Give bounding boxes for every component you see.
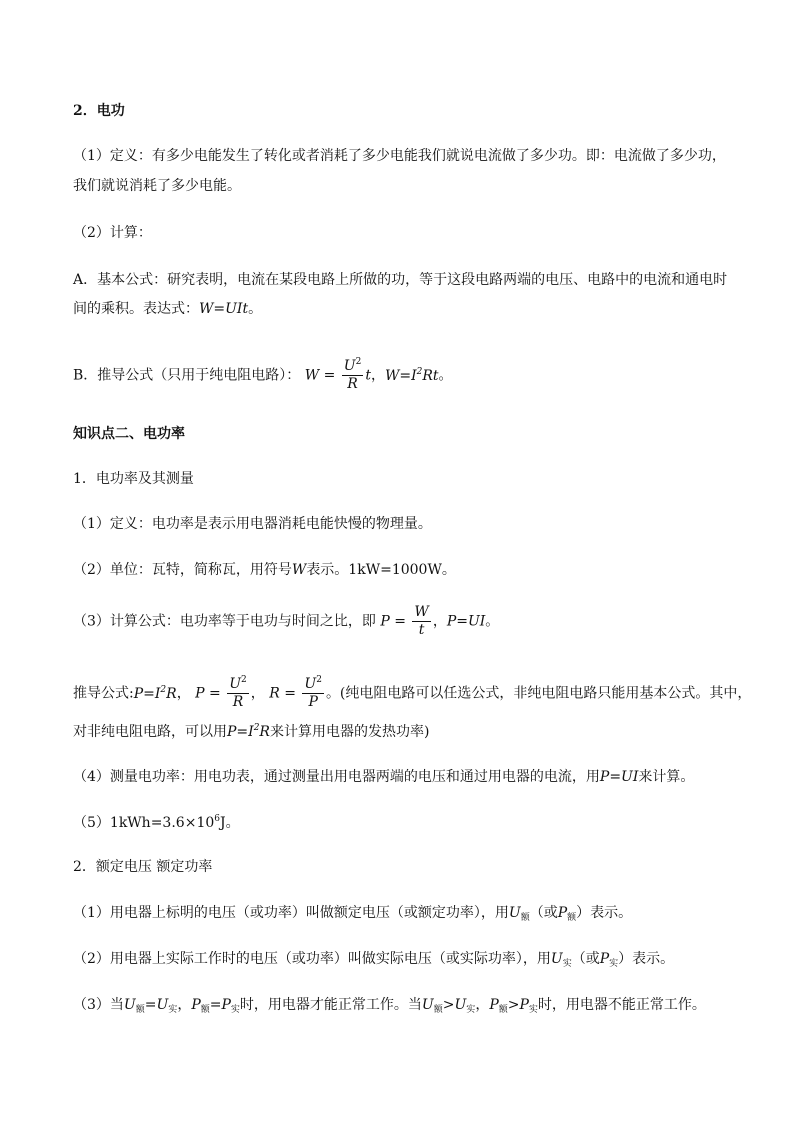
power-base: 10 <box>196 815 215 831</box>
formula-part: R <box>259 724 270 740</box>
basic-formula-line-2 <box>73 299 262 319</box>
separator: ， <box>475 997 490 1013</box>
punctuation: 。 <box>248 301 263 317</box>
punctuation: 。 <box>485 613 500 630</box>
symbol-p: P <box>191 997 201 1013</box>
subscript-rated: 额 <box>433 1005 443 1015</box>
separator: ， <box>250 685 265 702</box>
formula-lhs-p: P = <box>195 685 221 702</box>
formula-part: Rt <box>422 367 439 384</box>
derived-power-formula-line-2 <box>73 722 429 742</box>
power-unit <box>73 560 456 580</box>
separator: ， <box>370 367 385 384</box>
exponent: 2 <box>316 675 322 685</box>
formula-w-uit: W=UIt <box>199 301 249 317</box>
numerator-u: U <box>229 676 242 692</box>
subscript-actual: 实 <box>466 1005 476 1015</box>
formula-part: W=I <box>384 367 417 384</box>
derived-power-formula-line-1 <box>73 676 751 711</box>
symbol-p: P <box>519 997 529 1013</box>
equals-sign: = <box>144 997 157 1013</box>
exponent: 2 <box>253 723 260 733</box>
kwh-unit: J。 <box>220 815 240 831</box>
symbol-p: P <box>599 951 610 967</box>
denominator-t: t <box>418 622 425 638</box>
symbol-u: U <box>156 997 169 1013</box>
variable-t: t <box>365 367 371 384</box>
symbol-u: U <box>123 997 136 1013</box>
fraction-w-over-t <box>412 604 430 639</box>
numerator-u: U <box>304 676 317 692</box>
condition-text-mid: 时，用电器才能正常工作。当 <box>239 997 422 1013</box>
formula-part: R <box>166 685 177 702</box>
rated-text-end: ）表示。 <box>576 905 633 921</box>
derived-formula-label: B．推导公式（只用于纯电阻电路）： <box>73 367 301 384</box>
rated-text: （1）用电器上标明的电压（或功率）叫做额定电压（或额定功率），用 <box>73 905 509 921</box>
symbol-p: P <box>489 997 499 1013</box>
formula-part: P=I <box>227 724 254 740</box>
working-condition <box>73 995 706 1015</box>
formula-lhs-r: R = <box>269 685 296 702</box>
formula-part: P=I <box>133 685 161 702</box>
subscript-actual: 实 <box>230 1005 240 1015</box>
power-measurement <box>73 767 694 787</box>
subscript-actual: 实 <box>609 959 619 969</box>
fraction-u2-over-r <box>342 358 364 393</box>
greater-than-sign: > <box>442 997 455 1013</box>
condition-text-end: 时，用电器不能正常工作。 <box>537 997 706 1013</box>
kwh-text: （5）1kWh=3.6 <box>73 815 185 831</box>
power-definition: （1）定义：电功率是表示用电器消耗电能快慢的物理量。 <box>73 516 432 532</box>
actual-text: （2）用电器上实际工作时的电压（或功率）叫做实际电压（或实际功率），用 <box>73 951 551 967</box>
times-sign: × <box>184 815 197 831</box>
actual-definition <box>73 949 674 969</box>
derived-note-text: 对非纯电阻电路，可以用 <box>73 724 227 740</box>
fraction-u2-over-r <box>227 676 249 711</box>
definition-line-2: 我们就说消耗了多少电能。 <box>73 178 241 194</box>
derived-note-end: 来计算用电器的发热功率) <box>269 724 430 740</box>
definition-line-1: （1）定义：有多少电能发生了转化或者消耗了多少电能我们就说电流做了多少功。即：电流做了多少功， <box>73 148 726 164</box>
formula-p-ui: P=UI <box>599 769 639 785</box>
separator: ， <box>432 613 447 630</box>
subscript-rated: 额 <box>498 1005 508 1015</box>
formula-lhs-p: P = <box>380 613 406 630</box>
actual-text-end: ）表示。 <box>618 951 675 967</box>
separator: ， <box>176 685 191 702</box>
kwh-conversion <box>73 813 240 833</box>
symbol-u: U <box>421 997 434 1013</box>
subscript-actual: 实 <box>562 959 572 969</box>
exponent: 2 <box>160 684 167 695</box>
derived-formula-line <box>73 358 453 393</box>
subscript-actual: 实 <box>168 1005 178 1015</box>
basic-formula-line-1: A．基本公式：研究表明，电流在某段电路上所做的功，等于这段电路两端的电压、电路中的电流和通电时 <box>73 272 728 288</box>
power-formula-text: （3）计算公式：电功率等于电功与时间之比，即 <box>73 613 376 630</box>
denominator-r: R <box>232 694 244 710</box>
subscript-rated: 额 <box>520 913 530 923</box>
unit-text-end: 表示。1kW=1000W。 <box>306 562 456 578</box>
subscript-rated: 额 <box>200 1005 210 1015</box>
condition-text: （3）当 <box>73 997 124 1013</box>
rated-definition <box>73 903 632 923</box>
power-formula-line <box>73 604 499 639</box>
equals-sign: = <box>209 997 222 1013</box>
subscript-rated: 额 <box>567 913 577 923</box>
separator: ， <box>177 997 192 1013</box>
basic-formula-text: 间的乘积。表达式： <box>73 301 199 317</box>
exponent: 6 <box>214 814 220 824</box>
denominator-p: P <box>308 694 318 710</box>
exponent: 2 <box>355 357 362 367</box>
unit-text: （2）单位：瓦特，简称瓦，用符号 <box>73 562 292 578</box>
section-heading-knowledge-point-2: 知识点二、电功率 <box>73 426 185 442</box>
fraction-u2-over-p <box>302 676 324 711</box>
formula-p-i2r <box>134 686 177 702</box>
denominator-r: R <box>347 376 358 392</box>
subscript-rated: 额 <box>135 1005 145 1015</box>
symbol-p: P <box>221 997 231 1013</box>
punctuation: 。 <box>438 367 453 384</box>
subheading-rated-voltage-power: 2．额定电压 额定功率 <box>73 859 213 875</box>
exponent: 2 <box>241 675 247 685</box>
greater-than-sign: > <box>507 997 520 1013</box>
symbol-w: W <box>291 562 307 578</box>
numerator-u: U <box>343 358 356 374</box>
rated-text-mid: （或 <box>529 905 558 921</box>
subheading-power-measurement: 1．电功率及其测量 <box>73 471 194 487</box>
measurement-text-end: 来计算。 <box>638 769 695 785</box>
measurement-text: （4）测量电功率：用电功表，通过测量出用电器两端的电压和通过用电器的电流，用 <box>73 769 600 785</box>
symbol-u: U <box>550 951 563 967</box>
symbol-u: U <box>508 905 521 921</box>
formula-p-i2r <box>227 724 270 740</box>
section-heading-electric-work: 2．电功 <box>73 103 125 119</box>
formula-lhs-w: W = <box>304 367 336 384</box>
subscript-actual: 实 <box>528 1005 538 1015</box>
symbol-p: P <box>557 905 568 921</box>
formula-w-i2rt <box>385 368 439 384</box>
numerator-w: W <box>414 604 429 620</box>
exponent: 2 <box>416 366 423 377</box>
derived-label: 推导公式: <box>73 685 134 702</box>
formula-p-ui: P=UI <box>446 613 486 630</box>
symbol-u: U <box>454 997 467 1013</box>
calculation-label: （2）计算： <box>73 225 152 241</box>
derived-note: 。(纯电阻电路可以任选公式，非纯电阻电路只能用基本公式。其中， <box>325 685 752 702</box>
actual-text-mid: （或 <box>571 951 600 967</box>
